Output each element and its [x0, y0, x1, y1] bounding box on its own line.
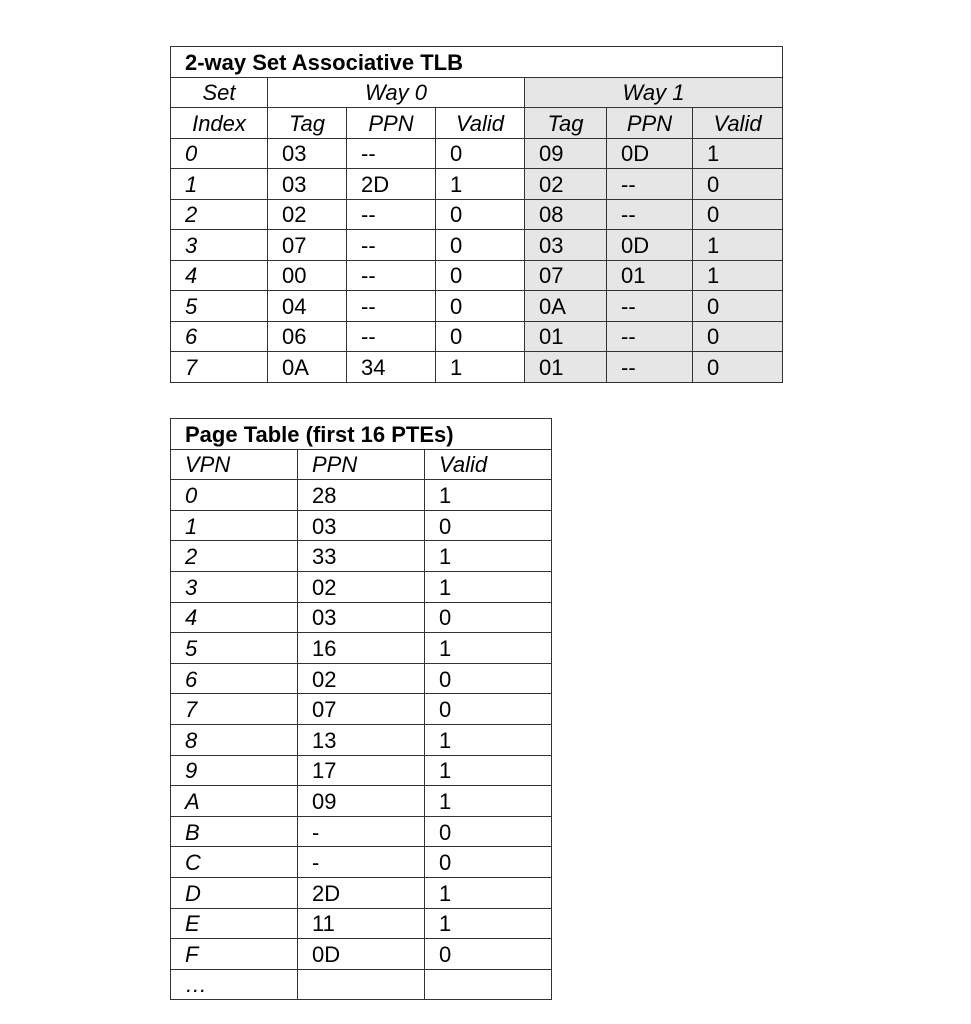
page-table-cell-ppn: 02	[298, 571, 425, 602]
tlb-cell-way1-ppn: --	[607, 199, 693, 230]
tlb-cell-set-index: 1	[171, 169, 268, 200]
page-table-empty-cell	[298, 969, 425, 1000]
page-table-cell-valid: 0	[425, 510, 552, 541]
tlb-cell-way1-valid: 0	[693, 199, 783, 230]
tlb-cell-way1-tag: 02	[525, 169, 607, 200]
tlb-row	[171, 321, 783, 352]
page-table-row	[171, 694, 552, 725]
page-table-cell-vpn: D	[171, 877, 298, 908]
tlb-cell-way0-valid: 0	[436, 138, 525, 169]
tlb-cell-way1-valid: 0	[693, 352, 783, 383]
tlb-cell-way0-ppn: 34	[347, 352, 436, 383]
tlb-cell-way0-tag: 07	[268, 230, 347, 261]
page-table-cell-vpn: E	[171, 908, 298, 939]
page-table-title: Page Table (first 16 PTEs)	[171, 419, 552, 450]
tlb-header-way0-ppn: PPN	[347, 108, 436, 139]
tlb-header-way0-valid: Valid	[436, 108, 525, 139]
page-table-cell-valid: 0	[425, 847, 552, 878]
tlb-row	[171, 138, 783, 169]
tlb-row	[171, 291, 783, 322]
page-table-cell-valid: 1	[425, 633, 552, 664]
page-table-cell-valid: 1	[425, 755, 552, 786]
tlb-cell-way1-tag: 09	[525, 138, 607, 169]
page-table-cell-vpn: 3	[171, 571, 298, 602]
tlb-header-way1-valid: Valid	[693, 108, 783, 139]
tlb-cell-set-index: 4	[171, 260, 268, 291]
tlb-row	[171, 352, 783, 383]
tlb-cell-way1-valid: 1	[693, 138, 783, 169]
page-table-cell-ppn: 03	[298, 602, 425, 633]
tlb-cell-way0-tag: 03	[268, 138, 347, 169]
tlb-row	[171, 169, 783, 200]
page-table-cell-vpn: 4	[171, 602, 298, 633]
page-table-cell-valid: 0	[425, 694, 552, 725]
page-table-cell-ppn: 2D	[298, 877, 425, 908]
tlb-row	[171, 260, 783, 291]
page-table-row	[171, 724, 552, 755]
tlb-cell-way1-ppn: --	[607, 352, 693, 383]
page-table-cell-vpn: 7	[171, 694, 298, 725]
tlb-header-way1: Way 1	[525, 77, 783, 108]
tlb-cell-way0-tag: 00	[268, 260, 347, 291]
tlb-cell-way1-tag: 03	[525, 230, 607, 261]
page-table-cell-valid: 0	[425, 816, 552, 847]
page-table-row	[171, 541, 552, 572]
page-table-empty-cell	[425, 969, 552, 1000]
tlb-cell-way0-tag: 02	[268, 199, 347, 230]
page-table-cell-vpn: 6	[171, 663, 298, 694]
page-table-cell-valid: 1	[425, 541, 552, 572]
tlb-header-index: Index	[171, 108, 268, 139]
page-table-row	[171, 571, 552, 602]
tlb-cell-way1-valid: 0	[693, 291, 783, 322]
page-table-cell-ppn: 33	[298, 541, 425, 572]
page-table-row	[171, 786, 552, 817]
tlb-header-way1-ppn: PPN	[607, 108, 693, 139]
tlb-cell-way1-tag: 07	[525, 260, 607, 291]
tlb-table	[170, 46, 783, 383]
page-table-header-valid: Valid	[425, 449, 552, 480]
page-table-row	[171, 663, 552, 694]
tlb-header-way0-tag: Tag	[268, 108, 347, 139]
tlb-cell-way0-tag: 0A	[268, 352, 347, 383]
page-table-row	[171, 939, 552, 970]
page-table-cell-valid: 1	[425, 908, 552, 939]
page-table-cell-vpn: 9	[171, 755, 298, 786]
tlb-header-way1-tag: Tag	[525, 108, 607, 139]
page-table-cell-vpn: B	[171, 816, 298, 847]
tlb-cell-way0-ppn: --	[347, 291, 436, 322]
page-table-header-ppn: PPN	[298, 449, 425, 480]
page-table-cell-valid: 0	[425, 663, 552, 694]
page-table-cell-ppn: 02	[298, 663, 425, 694]
tlb-cell-way0-tag: 04	[268, 291, 347, 322]
page-table-row	[171, 877, 552, 908]
page-table-row	[171, 908, 552, 939]
tlb-cell-way1-valid: 0	[693, 321, 783, 352]
page-table-cell-ppn: 0D	[298, 939, 425, 970]
page-table-cell-vpn: F	[171, 939, 298, 970]
page-table-cell-ppn: 03	[298, 510, 425, 541]
tlb-cell-set-index: 2	[171, 199, 268, 230]
page-table-row	[171, 755, 552, 786]
tlb-cell-way0-ppn: --	[347, 199, 436, 230]
page-table-cell-ppn: 13	[298, 724, 425, 755]
tlb-header-way0: Way 0	[268, 77, 525, 108]
page-table-cell-vpn: 0	[171, 480, 298, 511]
page-table-row	[171, 816, 552, 847]
tlb-cell-way0-valid: 1	[436, 169, 525, 200]
tlb-cell-way0-ppn: 2D	[347, 169, 436, 200]
tlb-cell-way0-ppn: --	[347, 138, 436, 169]
page-table-ellipsis: …	[171, 969, 298, 1000]
tlb-cell-way1-ppn: 0D	[607, 230, 693, 261]
tlb-cell-way0-tag: 03	[268, 169, 347, 200]
page-table-row	[171, 602, 552, 633]
tlb-header-set: Set	[171, 77, 268, 108]
tlb-cell-way1-ppn: --	[607, 169, 693, 200]
page-table-cell-vpn: 2	[171, 541, 298, 572]
tlb-cell-way1-valid: 0	[693, 169, 783, 200]
page-table	[170, 418, 552, 1000]
tlb-cell-way1-ppn: --	[607, 321, 693, 352]
page-table-ellipsis-row	[171, 969, 552, 1000]
tlb-cell-way1-tag: 0A	[525, 291, 607, 322]
tlb-cell-way0-valid: 0	[436, 321, 525, 352]
tlb-cell-way1-valid: 1	[693, 230, 783, 261]
tlb-cell-set-index: 0	[171, 138, 268, 169]
tlb-cell-way1-tag: 08	[525, 199, 607, 230]
page-table-cell-vpn: 1	[171, 510, 298, 541]
page-table-cell-ppn: 17	[298, 755, 425, 786]
page-table-cell-ppn: 09	[298, 786, 425, 817]
tlb-cell-way0-ppn: --	[347, 321, 436, 352]
tlb-cell-way0-valid: 1	[436, 352, 525, 383]
tlb-cell-set-index: 6	[171, 321, 268, 352]
page-table-cell-valid: 0	[425, 602, 552, 633]
tlb-cell-way1-valid: 1	[693, 260, 783, 291]
page-table-cell-valid: 1	[425, 786, 552, 817]
tlb-cell-way1-ppn: 01	[607, 260, 693, 291]
page-table-cell-vpn: C	[171, 847, 298, 878]
tlb-cell-way0-tag: 06	[268, 321, 347, 352]
tlb-row	[171, 199, 783, 230]
tlb-title: 2-way Set Associative TLB	[171, 47, 783, 78]
tlb-cell-set-index: 7	[171, 352, 268, 383]
tlb-cell-way0-ppn: --	[347, 260, 436, 291]
tlb-cell-way1-ppn: 0D	[607, 138, 693, 169]
page-table-cell-valid: 0	[425, 939, 552, 970]
tlb-cell-way0-valid: 0	[436, 260, 525, 291]
page-table-row	[171, 510, 552, 541]
tlb-cell-way0-valid: 0	[436, 291, 525, 322]
page-table-cell-ppn: 16	[298, 633, 425, 664]
page-table-cell-vpn: 8	[171, 724, 298, 755]
page-table-cell-ppn: -	[298, 816, 425, 847]
tlb-cell-way1-tag: 01	[525, 321, 607, 352]
page-table-cell-vpn: A	[171, 786, 298, 817]
page-table-cell-ppn: 11	[298, 908, 425, 939]
tlb-cell-way1-tag: 01	[525, 352, 607, 383]
page-table-cell-valid: 1	[425, 571, 552, 602]
page-table-header-vpn: VPN	[171, 449, 298, 480]
page-table-cell-ppn: 28	[298, 480, 425, 511]
page-table-cell-valid: 1	[425, 877, 552, 908]
tlb-cell-way0-valid: 0	[436, 230, 525, 261]
page-table-cell-valid: 1	[425, 724, 552, 755]
tlb-cell-way0-ppn: --	[347, 230, 436, 261]
page-table-row	[171, 847, 552, 878]
page-table-cell-ppn: -	[298, 847, 425, 878]
page-table-cell-ppn: 07	[298, 694, 425, 725]
tlb-row	[171, 230, 783, 261]
page-table-cell-vpn: 5	[171, 633, 298, 664]
tlb-cell-way0-valid: 0	[436, 199, 525, 230]
tlb-cell-set-index: 5	[171, 291, 268, 322]
page-table-row	[171, 480, 552, 511]
tlb-cell-set-index: 3	[171, 230, 268, 261]
tlb-cell-way1-ppn: --	[607, 291, 693, 322]
page-table-cell-valid: 1	[425, 480, 552, 511]
page-table-row	[171, 633, 552, 664]
